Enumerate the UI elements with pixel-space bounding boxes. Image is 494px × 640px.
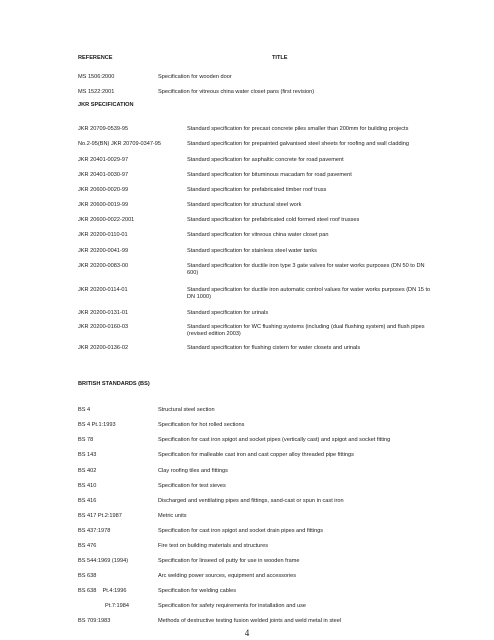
bs-title: Clay roofing tiles and fittings: [158, 468, 228, 474]
bs-title: Metric units: [158, 513, 187, 519]
jkr-ref: JKR 20200-0136-02: [78, 345, 129, 351]
jkr-ref: JKR 20600-0022-2001: [78, 217, 135, 223]
ms-title: Specification for wooden door: [158, 74, 232, 80]
page-number: 4: [244, 628, 250, 638]
jkr-ref: JKR 20600-0020-99: [78, 187, 129, 193]
jkr-title: Standard specification for ductile iron type 3 gate valves for water works purposes (DN 50 to DN 600): [187, 263, 425, 276]
bs-ref: BS 638: [78, 573, 97, 579]
bs-ref: BS 544:1969 (1994): [78, 558, 129, 564]
jkr-ref: JKR 20200-0131-01: [78, 310, 129, 316]
jkr-ref: JKR 20709-0539-95: [78, 126, 129, 132]
jkr-ref: JKR 20200-0041-99: [78, 248, 129, 254]
bs-title: Specification for welding cables: [158, 588, 237, 594]
bs-title: Fire test on building materials and structures: [158, 543, 269, 549]
jkr-title: Standard specification for prefabricated cold formed steel roof trusses: [187, 217, 360, 223]
jkr-ref: No.2-95(BN) JKR 20709-0347-95: [78, 141, 162, 147]
jkr-ref: JKR 20200-0114-01: [78, 287, 128, 293]
bs-title: Methods of destructive testing fusion welded joints and weld metal in steel: [158, 618, 342, 624]
ms-title: Specification for vitreous china water closet pans (first revision): [158, 89, 315, 95]
jkr-ref: JKR 20401-0030-97: [78, 172, 129, 178]
bs-ref: BS 78: [78, 437, 94, 443]
jkr-ref: JKR 20200-0083-00: [78, 263, 129, 269]
ms-ref: MS 1522:2001: [78, 89, 115, 95]
jkr-title: Standard specification for stainless steel water tanks: [187, 248, 317, 254]
bs-section-heading: BRITISH STANDARDS (BS): [78, 381, 150, 387]
jkr-title: Standard specification for urinals: [187, 310, 269, 316]
bs-ref: BS 143: [78, 452, 97, 458]
bs-ref: BS 416: [78, 498, 97, 504]
jkr-title: Standard specification for prepainted galvanised steel sheets for roofing and wall cladding: [187, 141, 410, 147]
jkr-section-heading: JKR SPECIFICATION: [78, 102, 134, 108]
jkr-title: Standard specification for prefabricated timber roof truss: [187, 187, 327, 193]
bs-ref: BS 4 Pt.1:1993: [78, 422, 116, 428]
bs-title: Arc welding power sources, equipment and accessories: [158, 573, 297, 579]
jkr-title: Standard specification for ductile iron automatic control values for water works purposes (DN 15 to DN 1000): [187, 287, 431, 300]
jkr-title: Standard specification for WC flushing systems (including (dual flushing system) and flush pipes (revised edition 2003): [187, 324, 425, 337]
bs-ref: Pt.7:1984: [105, 603, 129, 609]
jkr-ref: JKR 20600-0019-99: [78, 202, 129, 208]
ms-ref: MS 1506:2000: [78, 74, 115, 80]
jkr-title: Standard specification for flushing cistern for water closets and urinals: [187, 345, 361, 351]
jkr-title: Standard specification for asphaltic concrete for road pavement: [187, 157, 344, 163]
jkr-title: Standard specification for structural steel work: [187, 202, 302, 208]
bs-title: Specification for malleable cast iron and cast copper alloy threaded pipe fittings: [158, 452, 354, 458]
bs-ref: BS 476: [78, 543, 97, 549]
bs-ref: BS 402: [78, 468, 97, 474]
bs-ref: BS 638 Pt.4:1996: [78, 588, 127, 594]
bs-ref: BS 437:1978: [78, 528, 111, 534]
jkr-ref: JKR 20200-0110-01: [78, 232, 128, 238]
reference-column-header: REFERENCE: [78, 55, 113, 61]
bs-ref: BS 410: [78, 483, 97, 489]
jkr-title: Standard specification for vitreous china water closet pan: [187, 232, 329, 238]
bs-title: Structural steel section: [158, 407, 215, 413]
bs-title: Specification for test sieves: [158, 483, 226, 489]
bs-title: Specification for linseed oil putty for use in wooden frame: [158, 558, 300, 564]
bs-ref: BS 417 Pt.2:1987: [78, 513, 122, 519]
jkr-title: Standard specification for precast concrete piles smaller than 200mm for building projects: [187, 126, 409, 132]
jkr-ref: JKR 20200-0160-03: [78, 324, 129, 330]
bs-ref: BS 4: [78, 407, 91, 413]
bs-title: Specification for hot rolled sections: [158, 422, 245, 428]
bs-ref: BS 709:1983: [78, 618, 111, 624]
title-column-header: TITLE: [272, 55, 288, 61]
bs-title: Specification for safety requirements for installation and use: [158, 603, 307, 609]
bs-title: Specification for cast iron spigot and socket drain pipes and fittings: [158, 528, 324, 534]
jkr-ref: JKR 20401-0029-97: [78, 157, 129, 163]
bs-title: Specification for cast iron spigot and socket pipes (vertically cast) and spigot and socket fitting: [158, 437, 391, 443]
bs-title: Discharged and ventilating pipes and fittings, sand-cast or spun in cast iron: [158, 498, 344, 504]
jkr-title: Standard specification for bituminous macadam for road pavement: [187, 172, 352, 178]
